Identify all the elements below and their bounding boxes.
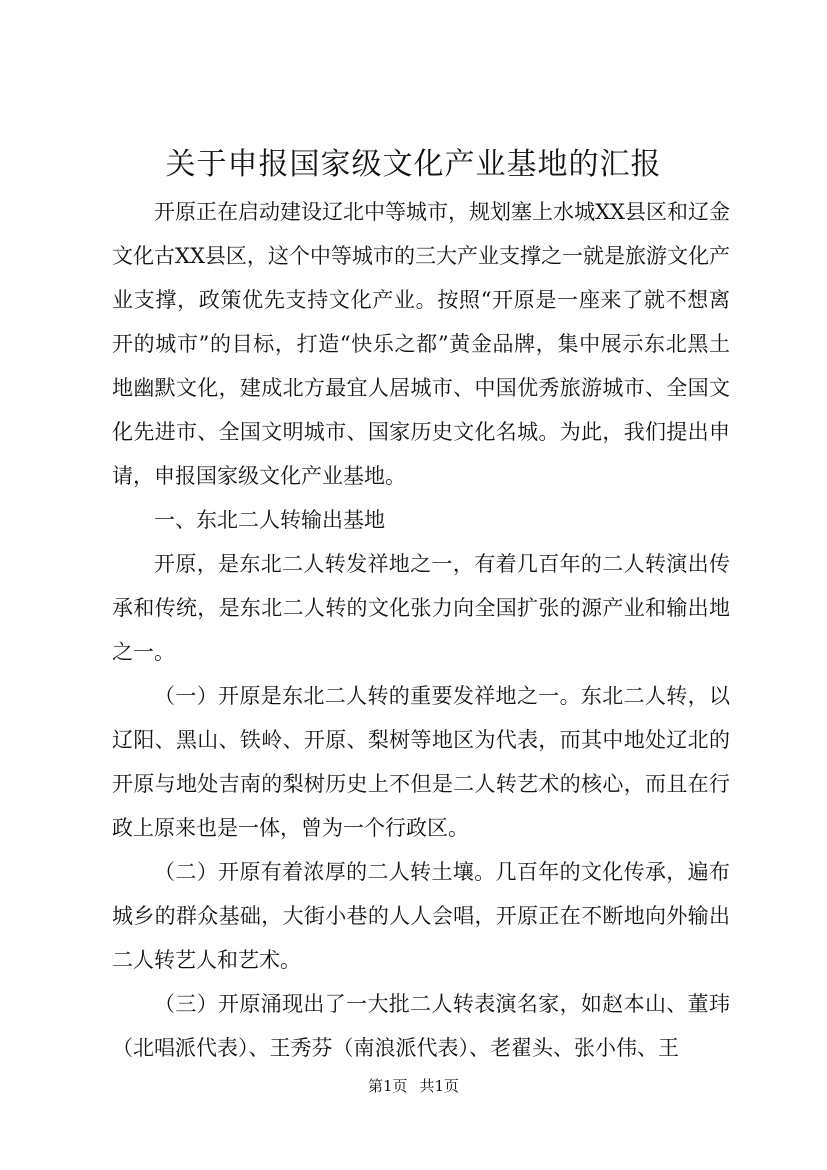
page-footer <box>0 1076 827 1096</box>
document-title: 关于申报国家级文化产业基地的汇报 <box>165 147 662 182</box>
paragraph-intro: 开原正在启动建设辽北中等城市，规划塞上水城XX县区和辽金文化古XX县区，这个中等城市的三大产业支撑之一就是旅游文化产业支撑，政策优先支持文化产业。按照“开原是一座来了就不想离开的城市”的目标，打造“快乐之都”黄金品牌，集中展示东北黑土地幽默文化，建成北方最宜人居城市、中国优秀旅游城市、全国文化先进市、全国文明城市、国家历史文化名城。为此，我们提出申请，申报国家级文化产业基地。 <box>112 200 730 488</box>
paragraph-item-3: （三）开原涌现出了一大批二人转表演名家，如赵本山、董玮（北唱派代表）、王秀芬（南浪派代表）、老翟头、张小伟、王 <box>112 992 730 1060</box>
page-total: 共1页 <box>419 1077 460 1095</box>
paragraph-item-1: （一）开原是东北二人转的重要发祥地之一。东北二人转，以辽阳、黑山、铁岭、开原、梨树等地区为代表，而其中地处辽北的开原与地处吉南的梨树历史上不但是二人转艺术的核心，而且在行政上原来也是一体，曾为一个行政区。 <box>112 684 730 840</box>
page-number: 第1页 <box>367 1077 408 1095</box>
paragraph-section-1-intro: 开原，是东北二人转发祥地之一，有着几百年的二人转演出传承和传统，是东北二人转的文化张力向全国扩张的源产业和输出地之一。 <box>112 552 730 664</box>
paragraph-item-2: （二）开原有着浓厚的二人转土壤。几百年的文化传承，遍布城乡的群众基础，大街小巷的人人会唱，开原正在不断地向外输出二人转艺人和艺术。 <box>112 860 730 972</box>
section-heading-1: 一、东北二人转输出基地 <box>154 508 385 532</box>
document-body <box>112 190 730 1070</box>
